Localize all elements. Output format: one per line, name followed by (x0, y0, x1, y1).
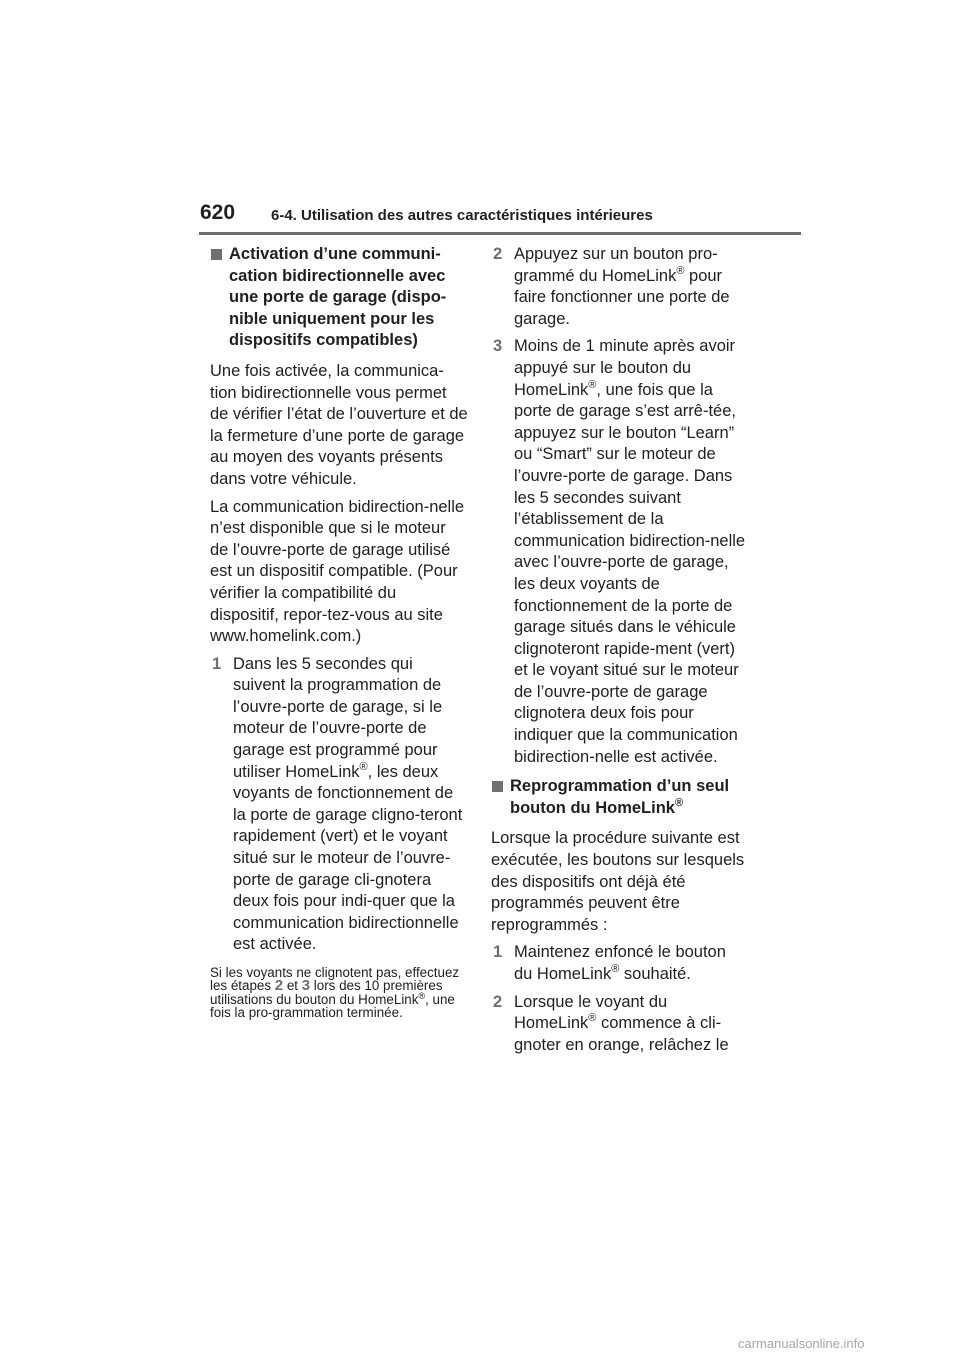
step-number: 2 (493, 245, 503, 263)
registered-mark: ® (588, 1012, 597, 1025)
section-heading-two-way: Activation d’une communi-cation bidirectionnelle avec une porte de garage (dispo-nible uniquement pour les dispositifs compatibles) (210, 244, 468, 352)
registered-mark: ® (359, 760, 368, 773)
registered-mark: ® (418, 990, 426, 1001)
header-rule (199, 232, 801, 235)
paragraph-intro: Une fois activée, la communica-tion bidirectionnelle vous permet de vérifier l’état de l’ouverture et de la fermeture d’une porte de garage au moyen des voyants présents dans votre véhicule. (210, 361, 468, 488)
note-text: Si les voyants ne clignotent pas, effectuez les étapes 2 et 3 lors des 10 premières utilisations du bouton du HomeLink®, une fois la pro-grammation terminée. (210, 965, 460, 1021)
registered-mark: ® (611, 963, 620, 975)
square-bullet-icon (211, 249, 222, 260)
reprogram-step-1: 1 Maintenez enfoncé le bouton du HomeLink® souhaité. (493, 943, 726, 983)
right-column (491, 244, 747, 1062)
step-number: 3 (493, 337, 503, 356)
section-heading-reprogramming: Reprogrammation d’un seul bouton du HomeLink® (491, 776, 747, 819)
square-bullet-icon (492, 781, 503, 792)
step-ref-2: 2 (274, 977, 284, 995)
step-number: 1 (212, 654, 222, 673)
left-column (210, 244, 468, 1020)
registered-mark: ® (674, 796, 684, 809)
registered-mark: ® (588, 378, 597, 391)
step-3: 3 Moins de 1 minute après avoir appuyé sur le bouton du HomeLink®, une fois que la porte de garage s’est arrê-tée, appuyez sur le bouton “Learn” ou “Smart” sur le moteur de l’ouvre-porte de garage. Dans les 5 secondes suivant l’établissement de la communication bidirection-nelle avec l’ouvre-porte de garage, les deux voyants de fonctionnement de la porte de garage situés dans le véhicule clignoteront rapide-ment (vert) et le voyant situé sur le moteur de l’ouvre-porte de garage clignotera deux fois pour indiquer que la communication bidirection-nelle est activée. (493, 337, 746, 766)
step-1: 1 Dans les 5 secondes qui suivent la programmation de l’ouvre-porte de garage, si le moteur de l’ouvre-porte de garage est programmé pour utiliser HomeLink®, les deux voyants de fonctionnement de la porte de garage cligno-teront rapidement (vert) et le voyant situé sur le moteur de l’ouvre-porte de garage cli-gnotera deux fois pour indi-quer que la communication bidirectionnelle est activée. (212, 654, 463, 954)
running-header: 6-4. Utilisation des autres caractéristiques intérieures (271, 207, 653, 224)
step-2: 2 Appuyez sur un bouton pro-grammé du HomeLink® pour faire fonctionner une porte de garage. (493, 245, 730, 328)
reprogram-step-2: 2 Lorsque le voyant du HomeLink® commence à cli-gnoter en orange, relâchez le (493, 992, 729, 1054)
paragraph-compatibility: La communication bidirection-nelle n’est disponible que si le moteur de l’ouvre-porte de garage utilisé est un dispositif compatible. (Pour vérifier la compatibilité du dispositif, repor-tez-vous au site www.homelink.com.) (210, 497, 465, 646)
step-number: 1 (493, 943, 503, 962)
watermark: carmanualsonline.info (738, 1336, 865, 1351)
paragraph-reprogramming: Lorsque la procédure suivante est exécutée, les boutons sur lesquels des dispositifs ont déjà été programmés peuvent être reprogrammés : (491, 829, 745, 934)
page-number: 620 (200, 201, 236, 224)
step-ref-3: 3 (301, 977, 311, 995)
step-number: 2 (493, 992, 503, 1011)
registered-mark: ® (676, 264, 685, 277)
